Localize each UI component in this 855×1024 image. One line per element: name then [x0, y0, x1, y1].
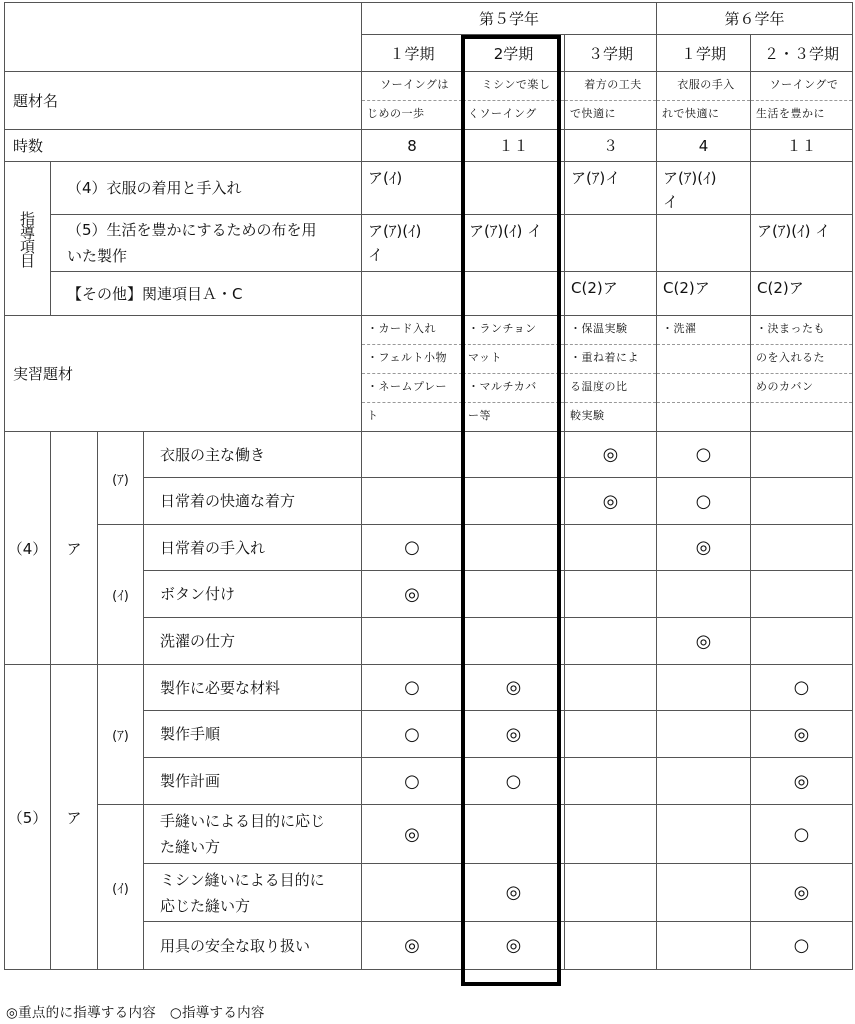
mark: [463, 432, 565, 478]
guidance-code: [565, 215, 657, 272]
mark: ◎: [362, 922, 463, 970]
guidance-code: ア(ｱ)イ: [565, 162, 657, 215]
practice-line: ・フェルト小物: [362, 345, 463, 374]
mark: ◎: [362, 571, 463, 618]
mark: [362, 618, 463, 665]
practice-line: ・決まったも: [751, 316, 853, 345]
legend: ◎重点的に指導する内容 ○指導する内容: [6, 1005, 265, 1021]
term-header: ２・３学期: [751, 35, 853, 72]
item-label: 用具の安全な取り扱い: [144, 922, 362, 970]
practice-line: [657, 403, 751, 432]
mark: ◎: [463, 665, 565, 711]
mark: [565, 571, 657, 618]
mark: [657, 922, 751, 970]
mark: ◎: [362, 805, 463, 864]
mark: [565, 525, 657, 571]
section-number: （5）: [5, 665, 51, 970]
mark: ◎: [463, 864, 565, 922]
guidance-code: [362, 272, 463, 316]
mark: [362, 432, 463, 478]
section-letter: ア: [51, 665, 98, 970]
group-code: (ｱ): [98, 665, 144, 805]
mark: [751, 525, 853, 571]
practice-line: 較実験: [565, 403, 657, 432]
grade6-header: 第６学年: [657, 3, 853, 35]
material-name-top: 衣服の手入: [657, 72, 751, 101]
material-name-top: ミシンで楽し: [463, 72, 565, 101]
group-code: (ｲ): [98, 805, 144, 970]
mark: [565, 758, 657, 805]
grade5-header: 第５学年: [362, 3, 657, 35]
item-label: 製作手順: [144, 711, 362, 758]
material-name-bottom: で快適に: [565, 101, 657, 130]
mark: [565, 665, 657, 711]
mark: [657, 711, 751, 758]
item-label: 衣服の主な働き: [144, 432, 362, 478]
mark: ○: [463, 758, 565, 805]
hours-value: 4: [657, 130, 751, 162]
section-letter: ア: [51, 432, 98, 665]
item-label: ボタン付け: [144, 571, 362, 618]
group-code: (ｱ): [98, 432, 144, 525]
term-header: 2学期: [463, 35, 565, 72]
practice-line: [657, 345, 751, 374]
term-header: １学期: [362, 35, 463, 72]
guidance-code: C(2)ア: [751, 272, 853, 316]
guidance-code: ア(ｱ)(ｲ) イ: [751, 215, 853, 272]
mark: [362, 864, 463, 922]
mark: [657, 758, 751, 805]
mark: ○: [751, 805, 853, 864]
mark: ○: [362, 758, 463, 805]
guidance-item-label: （4）衣服の着用と手入れ: [51, 162, 362, 215]
corner-cell: [5, 3, 362, 72]
mark: [463, 571, 565, 618]
mark: ○: [751, 922, 853, 970]
group-code: (ｲ): [98, 525, 144, 665]
mark: ◎: [751, 864, 853, 922]
hours-value: １１: [463, 130, 565, 162]
practice-line: ・重ね着によ: [565, 345, 657, 374]
material-name-bottom: 生活を豊かに: [751, 101, 853, 130]
section-number: （4）: [5, 432, 51, 665]
mark: [463, 805, 565, 864]
practice-line: ・保温実験: [565, 316, 657, 345]
mark: [657, 805, 751, 864]
guidance-code: [463, 272, 565, 316]
practice-line: [751, 403, 853, 432]
mark: [657, 864, 751, 922]
hours-value: ３: [565, 130, 657, 162]
mark: [565, 922, 657, 970]
practice-label: 実習題材: [5, 316, 362, 432]
practice-line: ト: [362, 403, 463, 432]
guidance-item-label: （5）生活を豊かにするための布を用 いた製作: [51, 215, 362, 272]
material-name-bottom: じめの一歩: [362, 101, 463, 130]
guidance-item-label: 【その他】関連項目Ａ・C: [51, 272, 362, 316]
item-label: 製作計画: [144, 758, 362, 805]
mark: ○: [657, 432, 751, 478]
mark: ○: [362, 525, 463, 571]
mark: [463, 525, 565, 571]
mark: [463, 618, 565, 665]
term-header: ３学期: [565, 35, 657, 72]
guidance-code: ア(ｱ)(ｲ) イ: [463, 215, 565, 272]
mark: ◎: [751, 711, 853, 758]
mark: ○: [657, 478, 751, 525]
mark: ◎: [751, 758, 853, 805]
mark: ◎: [463, 922, 565, 970]
mark: ○: [362, 711, 463, 758]
practice-line: ・ネームプレー: [362, 374, 463, 403]
item-label: 洗濯の仕方: [144, 618, 362, 665]
mark: [565, 805, 657, 864]
mark: [751, 618, 853, 665]
material-name-bottom: れで快適に: [657, 101, 751, 130]
guidance-code: ア(ｱ)(ｲ) イ: [657, 162, 751, 215]
mark: [362, 478, 463, 525]
guidance-code: ア(ｱ)(ｲ) イ: [362, 215, 463, 272]
item-label: 日常着の快適な着方: [144, 478, 362, 525]
mark: ◎: [463, 711, 565, 758]
guidance-vertical-label: 指導項目: [5, 162, 51, 316]
practice-line: ー等: [463, 403, 565, 432]
practice-line: のを入れるた: [751, 345, 853, 374]
curriculum-table: [4, 2, 853, 970]
mark: [565, 711, 657, 758]
mark: ◎: [565, 478, 657, 525]
mark: [751, 432, 853, 478]
mark: ◎: [565, 432, 657, 478]
mark: [657, 665, 751, 711]
item-label: ミシン縫いによる目的に 応じた縫い方: [144, 864, 362, 922]
practice-line: [657, 374, 751, 403]
mark: [565, 864, 657, 922]
material-name-top: 着方の工夫: [565, 72, 657, 101]
mark: ◎: [657, 618, 751, 665]
guidance-code: C(2)ア: [657, 272, 751, 316]
mark: [657, 571, 751, 618]
hours-value: １１: [751, 130, 853, 162]
material-name-bottom: くソーイング: [463, 101, 565, 130]
material-name-top: ソーイングで: [751, 72, 853, 101]
mark: [751, 478, 853, 525]
guidance-code: [657, 215, 751, 272]
mark: [751, 571, 853, 618]
practice-line: ・カード入れ: [362, 316, 463, 345]
material-name-top: ソーイングは: [362, 72, 463, 101]
mark: [463, 478, 565, 525]
practice-line: マット: [463, 345, 565, 374]
practice-line: めのカバン: [751, 374, 853, 403]
item-label: 製作に必要な材料: [144, 665, 362, 711]
materials-label: 題材名: [5, 72, 362, 130]
practice-line: る温度の比: [565, 374, 657, 403]
guidance-code: [463, 162, 565, 215]
item-label: 日常着の手入れ: [144, 525, 362, 571]
guidance-code: ア(ｲ): [362, 162, 463, 215]
mark: ○: [751, 665, 853, 711]
hours-value: 8: [362, 130, 463, 162]
practice-line: ・マルチカバ: [463, 374, 565, 403]
practice-line: ・ランチョン: [463, 316, 565, 345]
guidance-code: [751, 162, 853, 215]
practice-line: ・洗濯: [657, 316, 751, 345]
mark: ◎: [657, 525, 751, 571]
term-header: １学期: [657, 35, 751, 72]
mark: [565, 618, 657, 665]
item-label: 手縫いによる目的に応じ た縫い方: [144, 805, 362, 864]
hours-label: 時数: [5, 130, 362, 162]
guidance-code: C(2)ア: [565, 272, 657, 316]
mark: ○: [362, 665, 463, 711]
